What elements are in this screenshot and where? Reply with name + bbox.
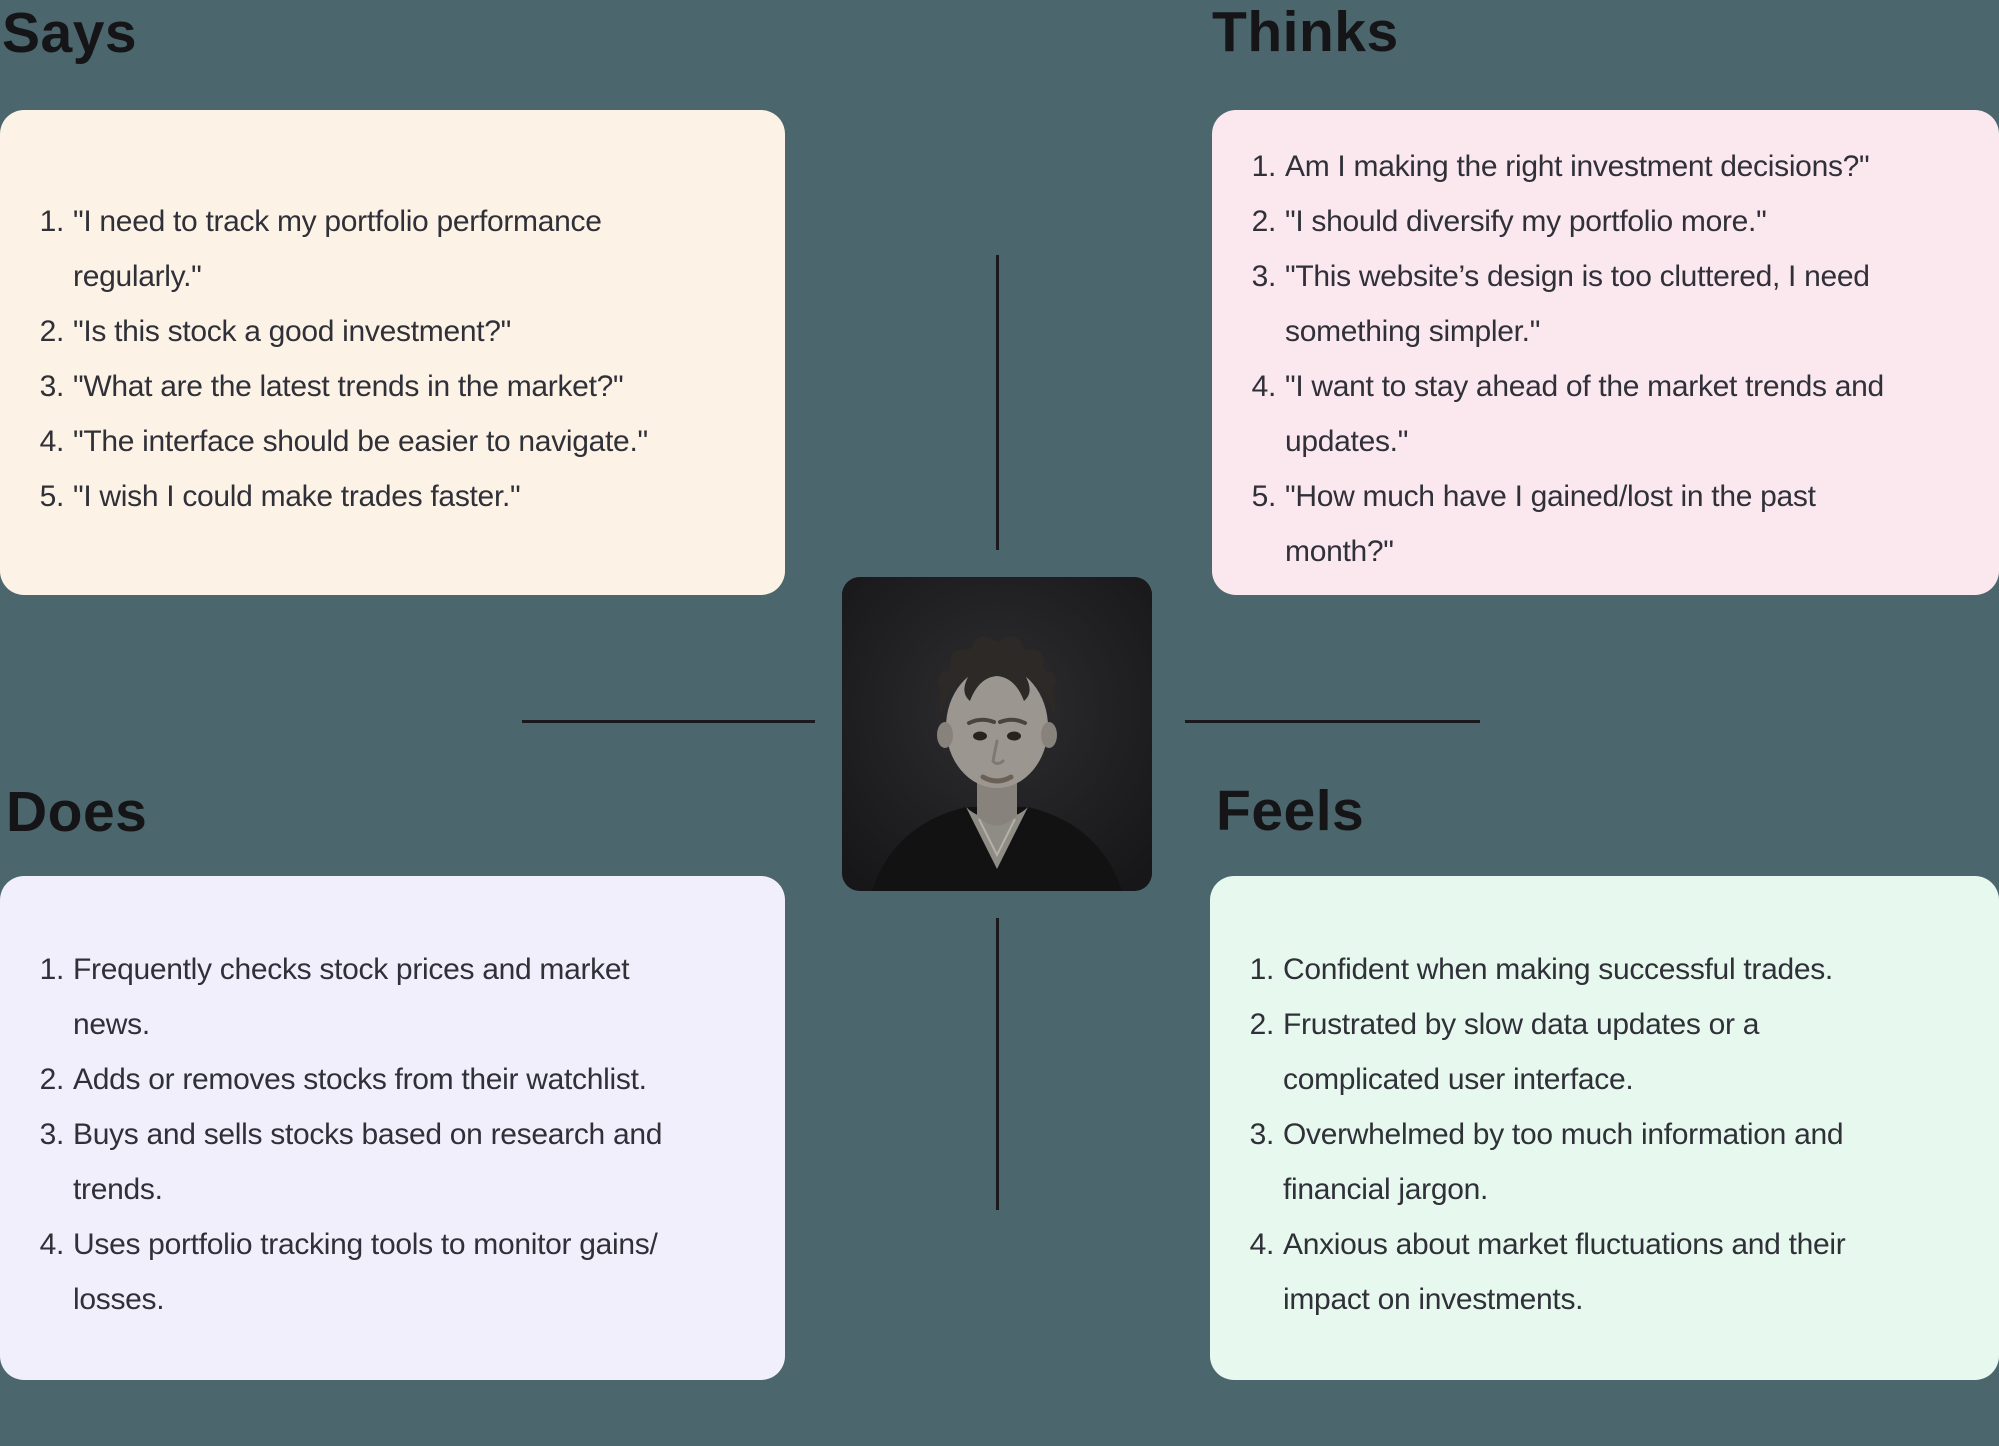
thinks-list [1212,139,1999,579]
list-item-number: 4. [1249,1227,1274,1261]
list-item [1240,249,1944,359]
list-item-number: 3. [1249,1117,1274,1151]
list-item-text: Confident when making successful trades. [1283,952,1833,986]
list-item-text: "This website’s design is too cluttered, I need something simpler." [1285,259,1870,348]
feels-list [1210,942,1999,1327]
list-item [28,304,730,359]
says-list [0,194,785,524]
list-item-text: "The interface should be easier to navigate." [73,424,648,458]
list-item-text: Adds or removes stocks from their watchlist. [73,1062,647,1096]
list-item-text: "Is this stock a good investment?" [73,314,511,348]
list-item [1238,997,1944,1107]
quadrant-title-thinks: Thinks [1212,0,1399,64]
quadrant-title-says: Says [2,1,138,65]
quadrant-title-does: Does [6,780,148,844]
list-item [28,359,730,414]
list-item-number: 3. [1251,259,1276,293]
list-item [1240,139,1944,194]
list-item-number: 2. [39,1062,64,1096]
list-item-number: 2. [39,314,64,348]
list-item [1238,1107,1944,1217]
list-item [28,1217,730,1327]
list-item-text: Anxious about market fluctuations and their impact on investments. [1283,1227,1846,1316]
feels-card [1210,876,1999,1380]
list-item-number: 1. [1251,149,1276,183]
connector-line-right [1185,720,1480,723]
connector-line-left [522,720,815,723]
list-item-text: Frequently checks stock prices and market news. [73,952,630,1041]
list-item-number: 4. [39,1227,64,1261]
list-item-number: 1. [39,204,64,238]
list-item-number: 1. [39,952,64,986]
list-item-text: "How much have I gained/lost in the past month?" [1285,479,1816,568]
list-item-number: 3. [39,369,64,403]
list-item-text: Buys and sells stocks based on research and trends. [73,1117,663,1206]
connector-line-top [996,255,999,550]
list-item-text: "I wish I could make trades faster." [73,479,521,513]
list-item [28,469,730,524]
list-item-number: 3. [39,1117,64,1151]
list-item-text: "I want to stay ahead of the market trends and updates." [1285,369,1884,458]
list-item-text: Overwhelmed by too much information and financial jargon. [1283,1117,1844,1206]
list-item-number: 2. [1251,204,1276,238]
does-card [0,876,785,1380]
list-item-number: 5. [39,479,64,513]
connector-line-bottom [996,918,999,1210]
list-item-number: 5. [1251,479,1276,513]
list-item [28,194,730,304]
list-item [1240,359,1944,469]
list-item-text: Uses portfolio tracking tools to monitor gains/ losses. [73,1227,658,1316]
list-item-text: "What are the latest trends in the market?" [73,369,624,403]
list-item [1238,942,1944,997]
list-item-number: 4. [39,424,64,458]
quadrant-title-feels: Feels [1216,779,1365,843]
woman-portrait-photo [842,577,1152,891]
list-item [1238,1217,1944,1327]
list-item [1240,469,1944,579]
list-item-text: Am I making the right investment decisions?" [1285,149,1870,183]
list-item-text: "I should diversify my portfolio more." [1285,204,1767,238]
list-item [1240,194,1944,249]
says-card [0,110,785,595]
list-item [28,942,730,1052]
list-item [28,1052,730,1107]
list-item-number: 4. [1251,369,1276,403]
list-item-number: 2. [1249,1007,1274,1041]
does-list [0,942,785,1327]
thinks-card [1212,110,1999,595]
list-item [28,414,730,469]
list-item-text: "I need to track my portfolio performance regularly." [73,204,602,293]
list-item [28,1107,730,1217]
portrait-illustration [842,577,1152,891]
list-item-text: Frustrated by slow data updates or a complicated user interface. [1283,1007,1760,1096]
list-item-number: 1. [1249,952,1274,986]
